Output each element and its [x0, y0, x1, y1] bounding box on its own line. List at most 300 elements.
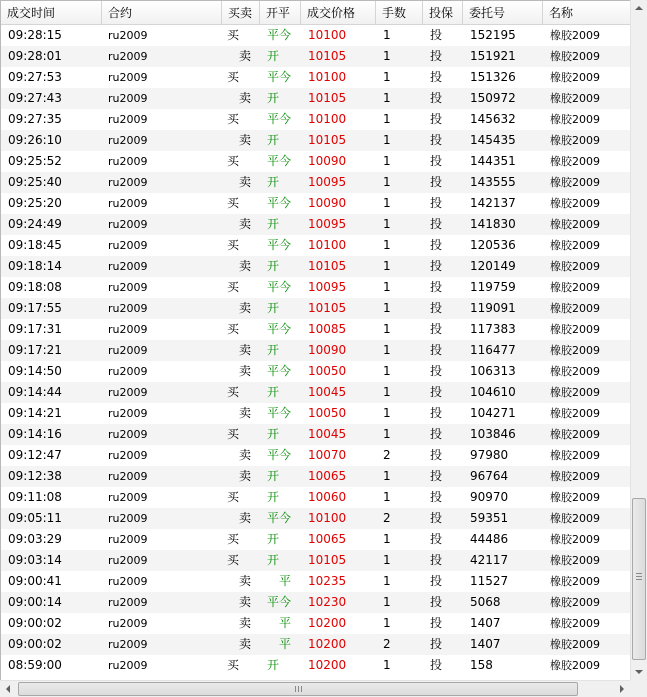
cell-contract: ru2009	[108, 407, 148, 420]
cell-open-close: 平今	[267, 280, 292, 294]
table-row[interactable]	[1, 340, 630, 361]
cell-open-close: 平今	[267, 595, 292, 609]
cell-name: 橡胶2009	[550, 197, 600, 210]
cell-name: 橡胶2009	[550, 533, 600, 546]
cell-order-id: 151326	[470, 70, 516, 84]
cell-contract: ru2009	[108, 281, 148, 294]
table-row[interactable]	[1, 319, 630, 340]
cell-open-close: 开	[267, 427, 280, 441]
cell-quantity: 1	[383, 553, 391, 567]
cell-open-close: 平	[279, 637, 292, 651]
cell-quantity: 1	[383, 112, 391, 126]
cell-hedge: 投	[430, 448, 443, 462]
cell-order-id: 117383	[470, 322, 516, 336]
cell-contract: ru2009	[108, 470, 148, 483]
cell-quantity: 1	[383, 28, 391, 42]
table-row[interactable]	[1, 277, 630, 298]
cell-contract: ru2009	[108, 554, 148, 567]
column-header-name[interactable]: 名称	[549, 6, 574, 20]
cell-side: 买	[227, 490, 240, 504]
cell-name: 橡胶2009	[550, 596, 600, 609]
scroll-up-button[interactable]	[631, 0, 647, 17]
cell-side: 卖	[239, 448, 252, 462]
cell-order-id: 120149	[470, 259, 516, 273]
cell-contract: ru2009	[108, 92, 148, 105]
table-row[interactable]	[1, 403, 630, 424]
cell-contract: ru2009	[108, 617, 148, 630]
cell-side: 卖	[239, 595, 252, 609]
cell-side: 买	[227, 427, 240, 441]
cell-open-close: 开	[267, 385, 280, 399]
cell-hedge: 投	[430, 364, 443, 378]
vertical-scrollbar[interactable]	[630, 0, 647, 680]
table-row[interactable]	[1, 550, 630, 571]
cell-quantity: 1	[383, 574, 391, 588]
cell-contract: ru2009	[108, 176, 148, 189]
cell-hedge: 投	[430, 70, 443, 84]
cell-order-id: 152195	[470, 28, 516, 42]
table-row[interactable]	[1, 655, 630, 676]
cell-contract: ru2009	[108, 134, 148, 147]
cell-time: 09:00:02	[8, 616, 62, 630]
cell-price: 10230	[308, 595, 347, 609]
cell-contract: ru2009	[108, 659, 148, 672]
cell-price: 10065	[308, 469, 347, 483]
cell-contract: ru2009	[108, 365, 148, 378]
cell-price: 10100	[308, 238, 347, 252]
cell-time: 09:00:14	[8, 595, 62, 609]
cell-open-close: 开	[267, 49, 280, 63]
table-row[interactable]	[1, 109, 630, 130]
cell-hedge: 投	[430, 217, 443, 231]
cell-name: 橡胶2009	[550, 470, 600, 483]
cell-quantity: 1	[383, 91, 391, 105]
cell-time: 09:18:14	[8, 259, 62, 273]
cell-name: 橡胶2009	[550, 344, 600, 357]
cell-hedge: 投	[430, 154, 443, 168]
cell-side: 卖	[239, 217, 252, 231]
table-row[interactable]	[1, 487, 630, 508]
cell-price: 10200	[308, 658, 347, 672]
cell-contract: ru2009	[108, 197, 148, 210]
cell-price: 10100	[308, 70, 347, 84]
cell-time: 08:59:00	[8, 658, 62, 672]
cell-price: 10105	[308, 301, 347, 315]
cell-order-id: 143555	[470, 175, 516, 189]
cell-quantity: 2	[383, 448, 391, 462]
cell-quantity: 1	[383, 49, 391, 63]
cell-time: 09:17:21	[8, 343, 62, 357]
cell-name: 橡胶2009	[550, 92, 600, 105]
cell-side: 卖	[239, 133, 252, 147]
cell-hedge: 投	[430, 595, 443, 609]
cell-time: 09:28:15	[8, 28, 62, 42]
cell-contract: ru2009	[108, 71, 148, 84]
cell-name: 橡胶2009	[550, 365, 600, 378]
cell-quantity: 1	[383, 532, 391, 546]
table-row[interactable]	[1, 46, 630, 67]
cell-open-close: 平今	[267, 511, 292, 525]
grip-line	[298, 686, 299, 692]
column-header-hedge[interactable]: 投保	[423, 1, 463, 25]
table-row[interactable]	[1, 466, 630, 487]
cell-open-close: 开	[267, 301, 280, 315]
cell-open-close: 开	[267, 91, 280, 105]
cell-side: 卖	[239, 574, 252, 588]
cell-time: 09:11:08	[8, 490, 62, 504]
column-header-row	[1, 1, 630, 25]
cell-order-id: 145435	[470, 133, 516, 147]
cell-name: 橡胶2009	[550, 491, 600, 504]
cell-quantity: 1	[383, 280, 391, 294]
table-row[interactable]	[1, 361, 630, 382]
grip-line	[301, 686, 302, 692]
cell-side: 卖	[239, 259, 252, 273]
cell-hedge: 投	[430, 637, 443, 651]
column-header-quantity[interactable]: 手数	[376, 1, 423, 25]
cell-open-close: 平今	[267, 154, 292, 168]
cell-quantity: 1	[383, 322, 391, 336]
cell-hedge: 投	[430, 490, 443, 504]
cell-open-close: 开	[267, 553, 280, 567]
cell-name: 橡胶2009	[550, 176, 600, 189]
cell-price: 10045	[308, 427, 347, 441]
cell-time: 09:17:55	[8, 301, 62, 315]
scroll-left-button[interactable]	[0, 681, 17, 697]
cell-side: 卖	[239, 364, 252, 378]
column-header-price[interactable]: 成交价格	[301, 1, 376, 25]
cell-side: 买	[227, 28, 240, 42]
cell-quantity: 1	[383, 196, 391, 210]
cell-price: 10105	[308, 91, 347, 105]
cell-price: 10090	[308, 196, 347, 210]
cell-order-id: 106313	[470, 364, 516, 378]
cell-time: 09:05:11	[8, 511, 62, 525]
cell-side: 卖	[239, 343, 252, 357]
cell-contract: ru2009	[108, 638, 148, 651]
cell-name: 橡胶2009	[550, 575, 600, 588]
cell-price: 10090	[308, 343, 347, 357]
cell-quantity: 1	[383, 469, 391, 483]
cell-name: 橡胶2009	[550, 617, 600, 630]
cell-open-close: 平今	[267, 70, 292, 84]
table-row[interactable]	[1, 151, 630, 172]
cell-open-close: 开	[267, 217, 280, 231]
arrow-up-icon	[635, 6, 643, 10]
cell-contract: ru2009	[108, 29, 148, 42]
cell-contract: ru2009	[108, 575, 148, 588]
cell-price: 10105	[308, 49, 347, 63]
cell-hedge: 投	[430, 658, 443, 672]
cell-hedge: 投	[430, 616, 443, 630]
cell-open-close: 平今	[267, 28, 292, 42]
cell-contract: ru2009	[108, 512, 148, 525]
cell-open-close: 开	[267, 490, 280, 504]
table-row[interactable]	[1, 298, 630, 319]
cell-quantity: 1	[383, 70, 391, 84]
cell-open-close: 开	[267, 133, 280, 147]
cell-order-id: 42117	[470, 553, 509, 567]
cell-quantity: 1	[383, 133, 391, 147]
cell-price: 10235	[308, 574, 347, 588]
table-row[interactable]	[1, 256, 630, 277]
cell-quantity: 1	[383, 616, 391, 630]
cell-order-id: 90970	[470, 490, 509, 504]
table-row[interactable]	[1, 193, 630, 214]
cell-hedge: 投	[430, 574, 443, 588]
cell-quantity: 1	[383, 658, 391, 672]
cell-contract: ru2009	[108, 491, 148, 504]
cell-price: 10200	[308, 637, 347, 651]
table-row[interactable]	[1, 634, 630, 655]
cell-contract: ru2009	[108, 344, 148, 357]
cell-time: 09:17:31	[8, 322, 62, 336]
table-row[interactable]	[1, 172, 630, 193]
cell-quantity: 1	[383, 343, 391, 357]
cell-time: 09:25:52	[8, 154, 62, 168]
cell-side: 卖	[239, 175, 252, 189]
cell-contract: ru2009	[108, 302, 148, 315]
cell-time: 09:27:35	[8, 112, 62, 126]
cell-order-id: 104271	[470, 406, 516, 420]
cell-order-id: 144351	[470, 154, 516, 168]
cell-hedge: 投	[430, 49, 443, 63]
cell-price: 10100	[308, 28, 347, 42]
cell-hedge: 投	[430, 343, 443, 357]
cell-order-id: 5068	[470, 595, 501, 609]
arrow-down-icon	[635, 670, 643, 674]
grip-line	[636, 576, 642, 577]
cell-hedge: 投	[430, 91, 443, 105]
table-row[interactable]	[1, 235, 630, 256]
vertical-scroll-thumb[interactable]	[632, 498, 646, 660]
cell-open-close: 平今	[267, 112, 292, 126]
cell-contract: ru2009	[108, 386, 148, 399]
cell-quantity: 1	[383, 259, 391, 273]
table-row[interactable]	[1, 508, 630, 529]
cell-quantity: 1	[383, 238, 391, 252]
cell-order-id: 103846	[470, 427, 516, 441]
cell-order-id: 11527	[470, 574, 509, 588]
cell-open-close: 平	[279, 616, 292, 630]
cell-side: 卖	[239, 616, 252, 630]
cell-price: 10105	[308, 133, 347, 147]
cell-name: 橡胶2009	[550, 29, 600, 42]
cell-quantity: 1	[383, 301, 391, 315]
cell-name: 橡胶2009	[550, 428, 600, 441]
cell-price: 10095	[308, 175, 347, 189]
cell-contract: ru2009	[108, 596, 148, 609]
cell-quantity: 1	[383, 595, 391, 609]
cell-hedge: 投	[430, 175, 443, 189]
column-header-time[interactable]: 成交时间	[1, 1, 102, 25]
cell-order-id: 104610	[470, 385, 516, 399]
cell-time: 09:14:50	[8, 364, 62, 378]
arrow-left-icon	[6, 685, 10, 693]
table-row[interactable]	[1, 571, 630, 592]
cell-side: 卖	[239, 469, 252, 483]
cell-quantity: 2	[383, 637, 391, 651]
cell-contract: ru2009	[108, 218, 148, 231]
cell-quantity: 2	[383, 511, 391, 525]
arrow-right-icon	[620, 685, 624, 693]
cell-open-close: 平今	[267, 364, 292, 378]
cell-open-close: 平今	[267, 238, 292, 252]
cell-hedge: 投	[430, 469, 443, 483]
cell-side: 买	[227, 70, 240, 84]
cell-order-id: 59351	[470, 511, 509, 525]
cell-order-id: 119091	[470, 301, 516, 315]
cell-side: 买	[227, 154, 240, 168]
cell-time: 09:27:43	[8, 91, 62, 105]
scroll-right-button[interactable]	[613, 681, 630, 697]
cell-price: 10060	[308, 490, 347, 504]
cell-price: 10070	[308, 448, 347, 462]
cell-time: 09:03:29	[8, 532, 62, 546]
cell-price: 10065	[308, 532, 347, 546]
cell-contract: ru2009	[108, 533, 148, 546]
cell-quantity: 1	[383, 490, 391, 504]
table-row[interactable]	[1, 67, 630, 88]
cell-side: 卖	[239, 511, 252, 525]
cell-name: 橡胶2009	[550, 638, 600, 651]
cell-time: 09:18:08	[8, 280, 62, 294]
cell-time: 09:03:14	[8, 553, 62, 567]
cell-contract: ru2009	[108, 239, 148, 252]
table-row[interactable]	[1, 25, 630, 46]
cell-order-id: 119759	[470, 280, 516, 294]
cell-time: 09:00:02	[8, 637, 62, 651]
cell-open-close: 平今	[267, 196, 292, 210]
cell-price: 10095	[308, 217, 347, 231]
cell-order-id: 145632	[470, 112, 516, 126]
table-row[interactable]	[1, 130, 630, 151]
cell-name: 橡胶2009	[550, 239, 600, 252]
cell-contract: ru2009	[108, 428, 148, 441]
column-header-order-id[interactable]: 委托号	[463, 1, 543, 25]
table-row[interactable]	[1, 382, 630, 403]
cell-open-close: 平今	[267, 406, 292, 420]
table-row[interactable]	[1, 613, 630, 634]
cell-hedge: 投	[430, 406, 443, 420]
grip-line	[636, 573, 642, 574]
cell-contract: ru2009	[108, 113, 148, 126]
cell-hedge: 投	[430, 385, 443, 399]
column-header-side[interactable]: 买卖	[222, 1, 260, 25]
cell-price: 10090	[308, 154, 347, 168]
cell-name: 橡胶2009	[550, 386, 600, 399]
cell-order-id: 1407	[470, 616, 501, 630]
cell-side: 买	[227, 553, 240, 567]
cell-hedge: 投	[430, 259, 443, 273]
cell-name: 橡胶2009	[550, 281, 600, 294]
table-row[interactable]	[1, 529, 630, 550]
cell-quantity: 1	[383, 154, 391, 168]
cell-order-id: 151921	[470, 49, 516, 63]
cell-name: 橡胶2009	[550, 155, 600, 168]
cell-time: 09:18:45	[8, 238, 62, 252]
cell-price: 10095	[308, 280, 347, 294]
cell-time: 09:24:49	[8, 217, 62, 231]
grip-line	[295, 686, 296, 692]
cell-contract: ru2009	[108, 323, 148, 336]
cell-time: 09:12:38	[8, 469, 62, 483]
cell-open-close: 开	[267, 469, 280, 483]
cell-price: 10105	[308, 259, 347, 273]
horizontal-scrollbar[interactable]	[0, 680, 630, 697]
cell-order-id: 97980	[470, 448, 509, 462]
cell-time: 09:14:44	[8, 385, 62, 399]
cell-order-id: 158	[470, 658, 493, 672]
table-row[interactable]	[1, 592, 630, 613]
table-row[interactable]	[1, 214, 630, 235]
cell-hedge: 投	[430, 427, 443, 441]
cell-order-id: 120536	[470, 238, 516, 252]
cell-name: 橡胶2009	[550, 134, 600, 147]
table-body	[1, 25, 630, 676]
cell-price: 10050	[308, 406, 347, 420]
cell-hedge: 投	[430, 112, 443, 126]
cell-hedge: 投	[430, 280, 443, 294]
cell-order-id: 1407	[470, 637, 501, 651]
cell-order-id: 150972	[470, 91, 516, 105]
cell-time: 09:25:40	[8, 175, 62, 189]
cell-name: 橡胶2009	[550, 659, 600, 672]
cell-hedge: 投	[430, 553, 443, 567]
cell-quantity: 1	[383, 427, 391, 441]
cell-contract: ru2009	[108, 155, 148, 168]
cell-price: 10045	[308, 385, 347, 399]
cell-side: 卖	[239, 637, 252, 651]
cell-side: 买	[227, 280, 240, 294]
horizontal-scroll-thumb[interactable]	[18, 682, 578, 696]
cell-hedge: 投	[430, 196, 443, 210]
cell-open-close: 开	[267, 343, 280, 357]
cell-time: 09:00:41	[8, 574, 62, 588]
table-row[interactable]	[1, 88, 630, 109]
cell-price: 10100	[308, 511, 347, 525]
cell-open-close: 平今	[267, 322, 292, 336]
cell-time: 09:12:47	[8, 448, 62, 462]
cell-time: 09:26:10	[8, 133, 62, 147]
cell-name: 橡胶2009	[550, 323, 600, 336]
cell-name: 橡胶2009	[550, 260, 600, 273]
column-header-contract[interactable]: 合约	[102, 1, 222, 25]
cell-open-close: 开	[267, 175, 280, 189]
cell-price: 10085	[308, 322, 347, 336]
table-row[interactable]	[1, 445, 630, 466]
cell-contract: ru2009	[108, 50, 148, 63]
column-header-open-close[interactable]: 开平	[260, 1, 301, 25]
scrollbar-corner	[630, 680, 647, 697]
cell-quantity: 1	[383, 406, 391, 420]
cell-quantity: 1	[383, 385, 391, 399]
cell-order-id: 142137	[470, 196, 516, 210]
cell-price: 10105	[308, 553, 347, 567]
cell-contract: ru2009	[108, 449, 148, 462]
scroll-down-button[interactable]	[631, 663, 647, 680]
table-row[interactable]	[1, 424, 630, 445]
cell-hedge: 投	[430, 532, 443, 546]
cell-name: 橡胶2009	[550, 50, 600, 63]
cell-side: 卖	[239, 301, 252, 315]
cell-name: 橡胶2009	[550, 512, 600, 525]
cell-time: 09:25:20	[8, 196, 62, 210]
cell-quantity: 1	[383, 364, 391, 378]
cell-open-close: 开	[267, 658, 280, 672]
cell-hedge: 投	[430, 238, 443, 252]
cell-name: 橡胶2009	[550, 407, 600, 420]
